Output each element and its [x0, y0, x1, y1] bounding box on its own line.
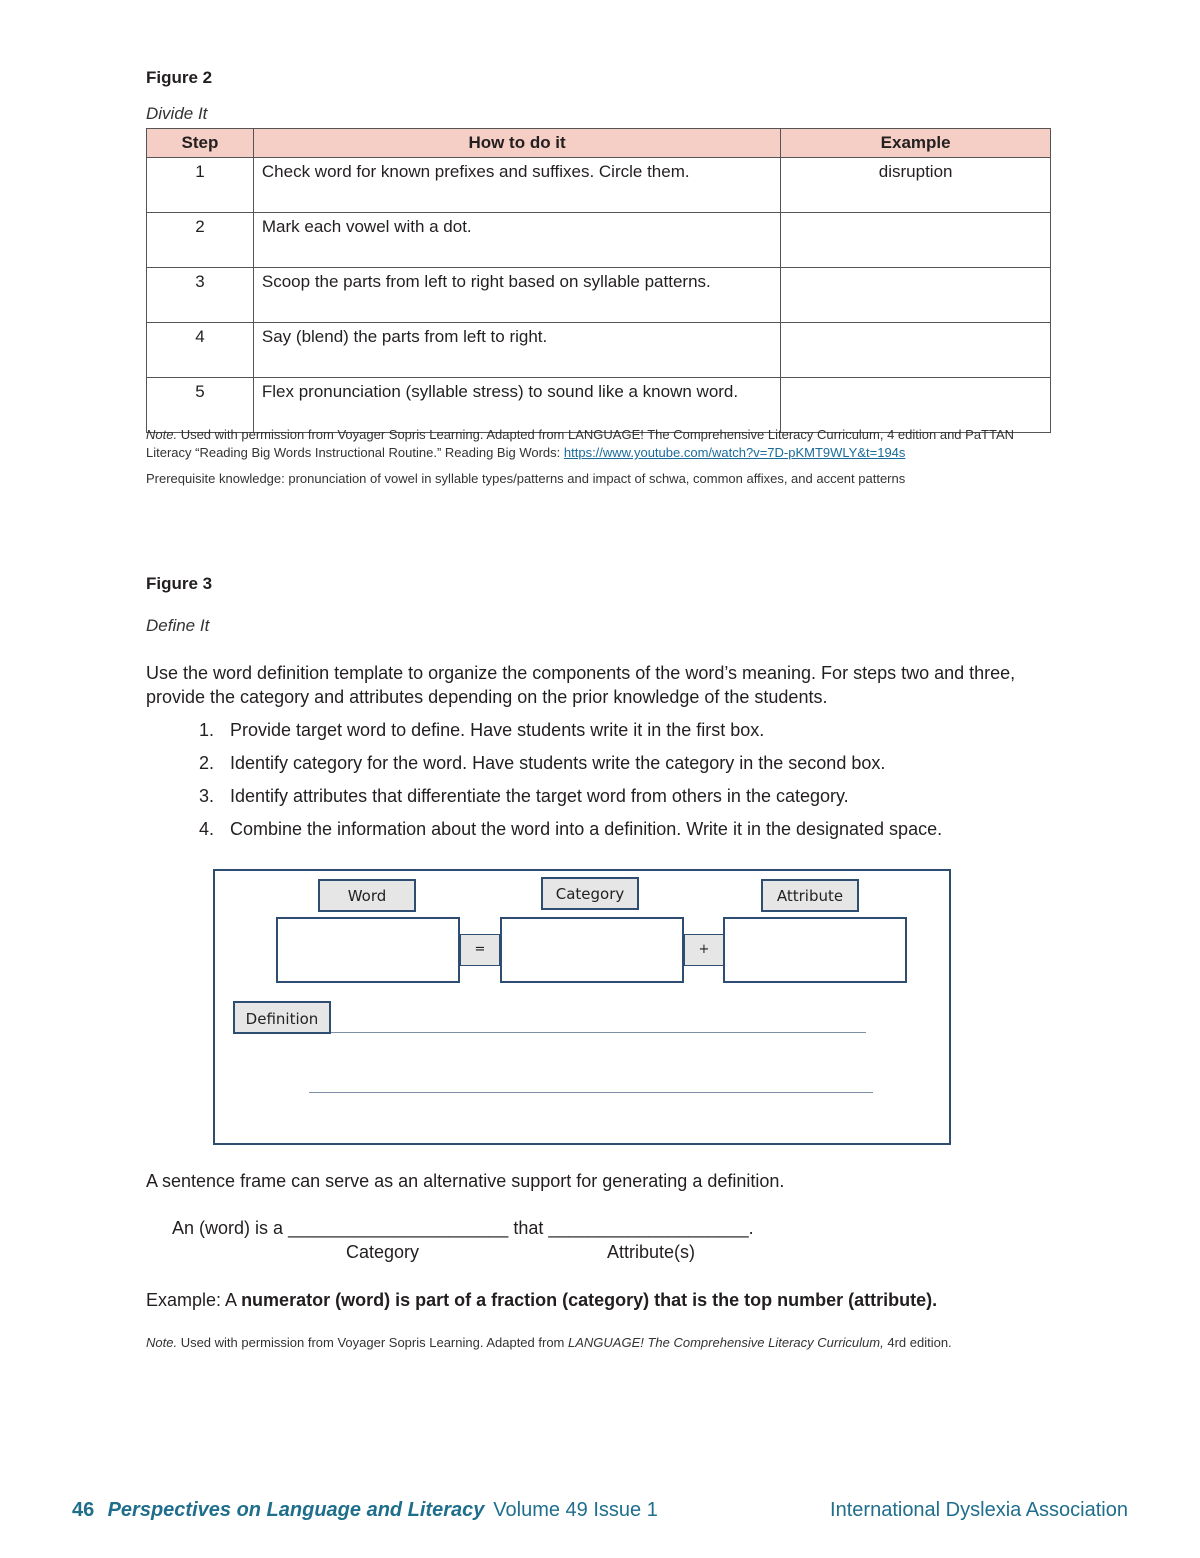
frame-prefix: An (word) is a — [172, 1218, 284, 1238]
list-number: 2. — [199, 753, 215, 773]
step-example: disruption — [781, 158, 1051, 213]
step-number: 1 — [147, 158, 254, 213]
definition-steps-list — [199, 718, 942, 850]
step-instruction: Say (blend) the parts from left to right. — [253, 323, 780, 378]
journal-volume: Volume 49 Issue 1 — [493, 1499, 658, 1521]
word-definition-template — [213, 869, 951, 1145]
figure-3-note — [146, 1334, 952, 1352]
step-number: 3 — [147, 268, 254, 323]
list-item — [199, 718, 942, 751]
step-example — [781, 268, 1051, 323]
figure-2-title: Divide It — [146, 104, 208, 123]
note-label: Note. — [146, 427, 178, 442]
attribute-label: Attribute — [761, 879, 859, 912]
header-how: How to do it — [253, 129, 780, 158]
word-label: Word — [318, 879, 416, 912]
list-number: 3. — [199, 786, 215, 806]
table-row — [147, 378, 1051, 433]
definition-label: Definition — [233, 1001, 331, 1034]
list-text: Combine the information about the word into a definition. Write it in the designated space. — [230, 819, 943, 839]
header-example: Example — [781, 129, 1051, 158]
note-label: Note. — [146, 1335, 178, 1350]
prerequisite-text: Prerequisite knowledge: pronunciation of vowel in syllable types/patterns and impact of schwa, common affixes, and accent patterns — [146, 471, 906, 486]
note-text: Used with permission from Voyager Sopris Learning. Adapted from — [177, 1335, 568, 1350]
definition-line-2[interactable] — [309, 1092, 873, 1093]
sentence-frame — [172, 1216, 754, 1240]
step-number: 4 — [147, 323, 254, 378]
list-number: 1. — [199, 720, 215, 740]
frame-attribute-caption: Attribute(s) — [607, 1242, 696, 1262]
example-bold-text: numerator (word) is part of a fraction (category) that is the top number (attribute). — [241, 1290, 938, 1310]
header-step: Step — [147, 129, 254, 158]
step-example — [781, 323, 1051, 378]
organization-name: International Dyslexia Association — [830, 1499, 1128, 1521]
figure-2-label: Figure 2 — [146, 68, 213, 87]
list-text: Provide target word to define. Have students write it in the first box. — [230, 720, 765, 740]
table-row — [147, 213, 1051, 268]
category-box[interactable] — [500, 917, 684, 983]
equals-sign: = — [460, 934, 500, 966]
figure-3-label: Figure 3 — [146, 574, 213, 593]
video-link[interactable]: https://www.youtube.com/watch?v=7D-pKMT9WLY&t=194s — [563, 445, 906, 460]
step-instruction: Flex pronunciation (syllable stress) to sound like a known word. — [253, 378, 780, 433]
page-number: 46 — [72, 1499, 95, 1521]
step-example — [781, 378, 1051, 433]
list-number: 4. — [199, 819, 215, 839]
intro-line: provide the category and attributes depending on the prior knowledge of the students. — [146, 687, 828, 707]
sentence-frame-intro: A sentence frame can serve as an alternative support for generating a definition. — [146, 1171, 785, 1191]
frame-blank-attribute: ____________________. — [548, 1218, 754, 1238]
word-box[interactable] — [276, 917, 460, 983]
figure-2-note — [146, 426, 1066, 462]
frame-category-caption: Category — [346, 1242, 420, 1262]
figure-3-title: Define It — [146, 616, 210, 635]
definition-example — [146, 1288, 937, 1312]
list-item — [199, 751, 942, 784]
table-header-row — [147, 129, 1051, 158]
page-footer-left — [72, 1499, 658, 1522]
step-example — [781, 213, 1051, 268]
frame-that: that — [513, 1218, 544, 1238]
frame-blank-category: ______________________ — [288, 1218, 509, 1238]
table-row — [147, 323, 1051, 378]
category-label: Category — [541, 877, 639, 910]
step-number: 5 — [147, 378, 254, 433]
table-row — [147, 268, 1051, 323]
divide-it-table — [146, 128, 1051, 433]
note-end: 4rd edition. — [883, 1335, 952, 1350]
intro-line: Use the word definition template to organize the components of the word’s meaning. For steps two and three, — [146, 663, 1016, 683]
figure-3-intro — [146, 661, 1076, 709]
table-row — [147, 158, 1051, 213]
definition-line-1[interactable] — [331, 1032, 866, 1033]
list-text: Identify attributes that differentiate the target word from others in the category. — [230, 786, 849, 806]
step-instruction: Scoop the parts from left to right based on syllable patterns. — [253, 268, 780, 323]
step-instruction: Mark each vowel with a dot. — [253, 213, 780, 268]
note-text: Used with permission from Voyager Sopris Learning. Adapted from LANGUAGE! The Comprehensive Literacy Curriculum, 4 edition and PaTTAN — [177, 427, 1015, 442]
example-prefix: Example: A — [146, 1290, 242, 1310]
step-instruction: Check word for known prefixes and suffixes. Circle them. — [253, 158, 780, 213]
list-text: Identify category for the word. Have students write the category in the second box. — [230, 753, 886, 773]
note-italic: LANGUAGE! The Comprehensive Literacy Curriculum, — [568, 1335, 884, 1350]
note-text-cont: Literacy “Reading Big Words Instructional Routine.” Reading Big Words: — [146, 445, 564, 460]
attribute-box[interactable] — [723, 917, 907, 983]
journal-title: Perspectives on Language and Literacy — [107, 1499, 485, 1521]
plus-sign: + — [684, 934, 724, 966]
step-number: 2 — [147, 213, 254, 268]
list-item — [199, 817, 942, 850]
list-item — [199, 784, 942, 817]
